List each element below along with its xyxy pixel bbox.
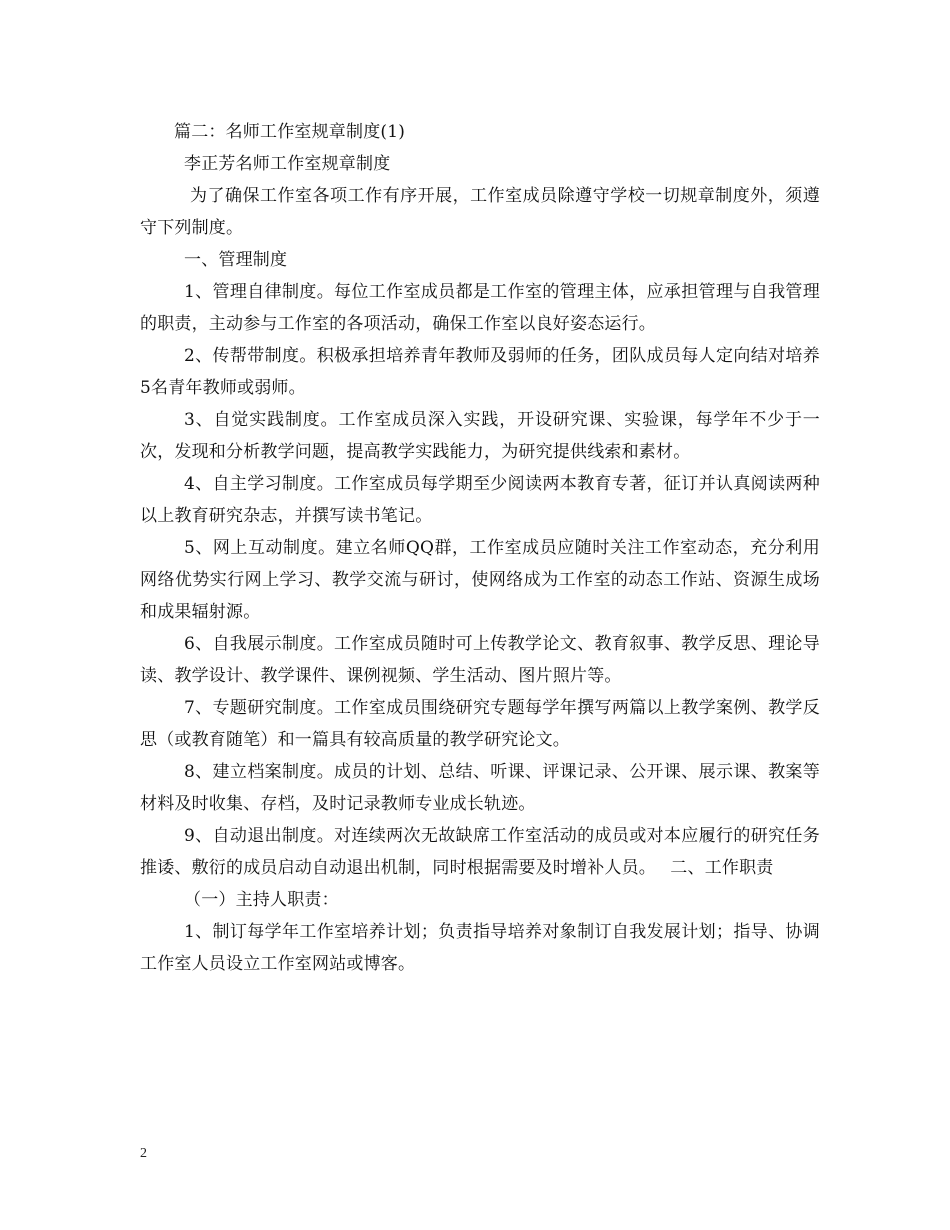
rule-1-paragraph: 1、管理自律制度。每位工作室成员都是工作室的管理主体，应承担管理与自我管理的职责，主动参与工作室的各项活动，确保工作室以良好姿态运行。: [140, 282, 820, 334]
rule-4-paragraph: 4、自主学习制度。工作室成员每学期至少阅读两本教育专著，征订并认真阅读两种以上教育研究杂志，并撰写读书笔记。: [140, 474, 820, 526]
rule-3-paragraph: 3、自觉实践制度。工作室成员深入实践，开设研究课、实验课，每学年不少于一次，发现和分析教学问题，提高教学实践能力，为研究提供线索和素材。: [140, 410, 820, 462]
rule-8-paragraph: 8、建立档案制度。成员的计划、总结、听课、评课记录、公开课、展示课、教案等材料及时收集、存档，及时记录教师专业成长轨迹。: [140, 762, 820, 814]
host-duties-heading: （一）主持人职责：: [184, 890, 339, 910]
page-number: 2: [140, 1146, 147, 1161]
intro-paragraph: 为了确保工作室各项工作有序开展，工作室成员除遵守学校一切规章制度外，须遵守下列制度。: [140, 186, 820, 238]
rule-9-paragraph: 9、自动退出制度。对连续两次无故缺席工作室活动的成员或对本应履行的研究任务推诿、敷衍的成员启动自动退出机制，同时根据需要及时增补人员。 二、工作职责: [140, 826, 820, 878]
document-body: [140, 116, 820, 980]
host-duty-1-paragraph: 1、制订每学年工作室培养计划；负责指导培养对象制订自我发展计划；指导、协调工作室人员设立工作室网站或博客。: [140, 922, 820, 974]
section-one-heading: 一、管理制度: [184, 250, 288, 270]
rule-2-paragraph: 2、传帮带制度。积极承担培养青年教师及弱师的任务，团队成员每人定向结对培养5名青年教师或弱师。: [140, 346, 820, 398]
rule-6-paragraph: 6、自我展示制度。工作室成员随时可上传教学论文、教育叙事、教学反思、理论导读、教学设计、教学课件、课例视频、学生活动、图片照片等。: [140, 634, 820, 686]
rule-7-paragraph: 7、专题研究制度。工作室成员围绕研究专题每学年撰写两篇以上教学案例、教学反思（或教育随笔）和一篇具有较高质量的教学研究论文。: [140, 698, 820, 750]
rule-5-paragraph: 5、网上互动制度。建立名师QQ群，工作室成员应随时关注工作室动态，充分利用网络优势实行网上学习、教学交流与研讨，使网络成为工作室的动态工作站、资源生成场和成果辐射源。: [140, 538, 820, 622]
section-heading: 篇二：名师工作室规章制度(1): [174, 122, 406, 142]
document-title: 李正芳名师工作室规章制度: [184, 154, 391, 174]
